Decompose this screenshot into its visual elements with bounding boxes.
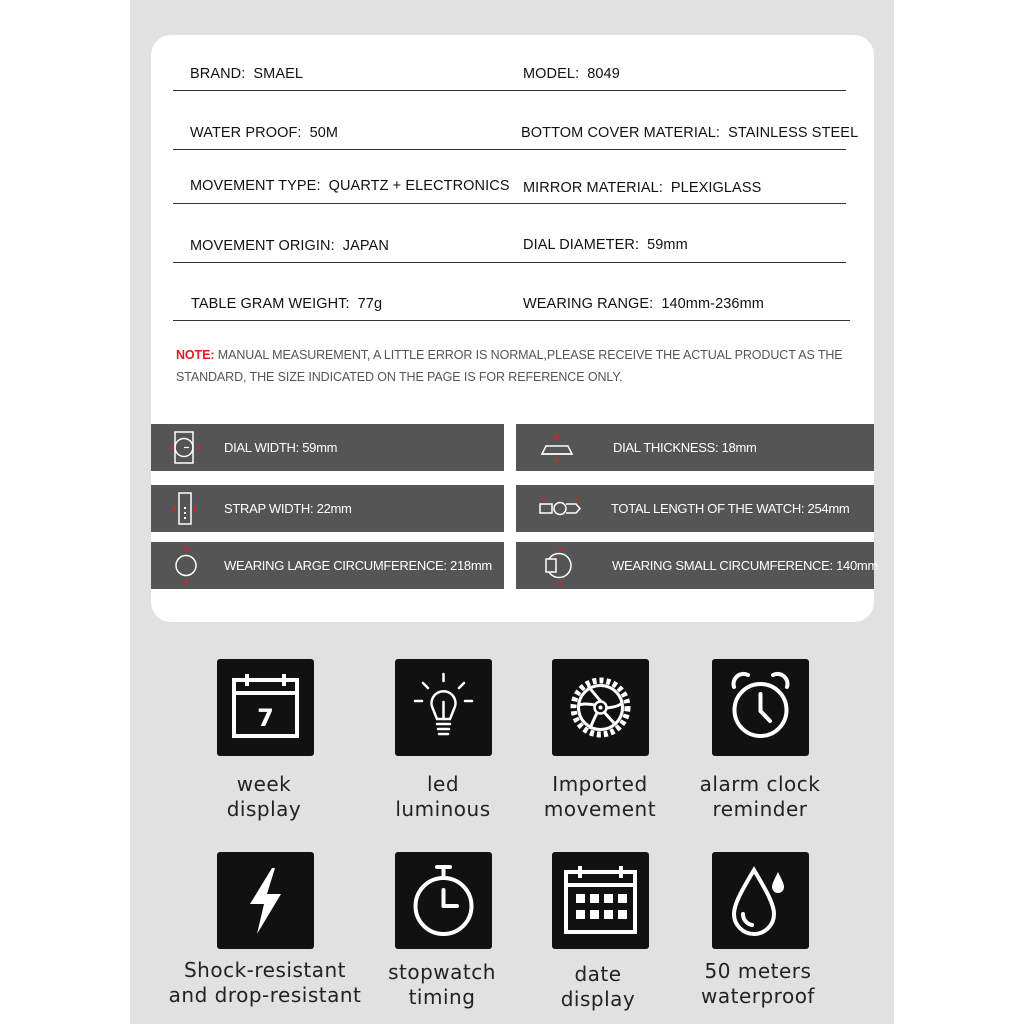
divider [173, 203, 846, 204]
spec-water-proof: WATER PROOF: 50M [190, 125, 339, 141]
feature-label-stopwatch: stopwatch timing [388, 960, 496, 1009]
spec-movement-origin: MOVEMENT ORIGIN: JAPAN [190, 238, 389, 254]
feature-label-waterproof: 50 meters waterproof [701, 959, 815, 1008]
feature-label-shock-resistant: Shock-resistant and drop-resistant [168, 958, 362, 1007]
feature-label-led-luminous: led luminous [395, 772, 491, 821]
spec-dial-diameter: DIAL DIAMETER: 59mm [523, 237, 688, 253]
spec-movement-type: MOVEMENT TYPE: QUARTZ + ELECTRONICS [190, 178, 510, 194]
strap-width-icon [167, 491, 205, 526]
light-bulb-icon [395, 659, 492, 756]
calendar-icon [217, 659, 314, 756]
spec-mirror-material: MIRROR MATERIAL: PLEXIGLASS [523, 180, 762, 196]
dimension-text: WEARING LARGE CIRCUMFERENCE: 218mm [224, 558, 492, 573]
dimension-text: DIAL THICKNESS: 18mm [613, 440, 757, 455]
spec-bottom-cover: BOTTOM COVER MATERIAL: STAINLESS STEEL [521, 125, 859, 141]
dimension-bar-small-circumference [516, 542, 878, 589]
spec-model: MODEL: 8049 [523, 66, 620, 82]
spec-wearing-range: WEARING RANGE: 140mm-236mm [523, 296, 764, 312]
date-calendar-icon [552, 852, 649, 949]
gear-icon [552, 659, 649, 756]
svg-text:7: 7 [257, 704, 274, 732]
dial-thickness-icon [538, 430, 576, 465]
dimension-bar-dial-width [151, 424, 504, 471]
divider [173, 320, 850, 321]
divider [173, 262, 846, 263]
large-circumference-icon [167, 548, 205, 583]
dimension-bar-large-circumference [151, 542, 504, 589]
measurement-note: NOTE: MANUAL MEASUREMENT, A LITTLE ERROR IS NORMAL,PLEASE RECEIVE THE ACTUAL PRODUCT AS THE STANDARD, THE SIZE INDICATED ON THE PAGE IS FOR REFERENCE ONLY. [176, 348, 843, 384]
dimension-text: DIAL WIDTH: 59mm [224, 440, 338, 455]
water-drop-icon [712, 852, 809, 949]
dimension-text: STRAP WIDTH: 22mm [224, 501, 352, 516]
dimension-text: TOTAL LENGTH OF THE WATCH: 254mm [611, 501, 850, 516]
small-circumference-icon [538, 548, 576, 583]
dimension-bar-strap-width [151, 485, 504, 532]
feature-label-alarm-clock: alarm clock reminder [699, 772, 821, 821]
lightning-icon [217, 852, 314, 949]
spec-weight: TABLE GRAM WEIGHT: 77g [191, 296, 383, 312]
dial-width-icon [167, 430, 205, 465]
spec-brand: BRAND: SMAEL [190, 66, 304, 82]
total-length-icon [538, 491, 582, 526]
divider [173, 90, 846, 91]
divider [173, 149, 846, 150]
feature-label-date-display: date display [560, 962, 636, 1011]
feature-label-imported-movement: Imported movement [543, 772, 657, 821]
feature-label-week-display: week display [226, 772, 302, 821]
spec-card [151, 35, 874, 622]
stopwatch-icon [395, 852, 492, 949]
alarm-clock-icon [712, 659, 809, 756]
dimension-bar-total-length [516, 485, 874, 532]
dimension-bar-dial-thickness [516, 424, 874, 471]
dimension-text: WEARING SMALL CIRCUMFERENCE: 140mm [612, 558, 878, 573]
